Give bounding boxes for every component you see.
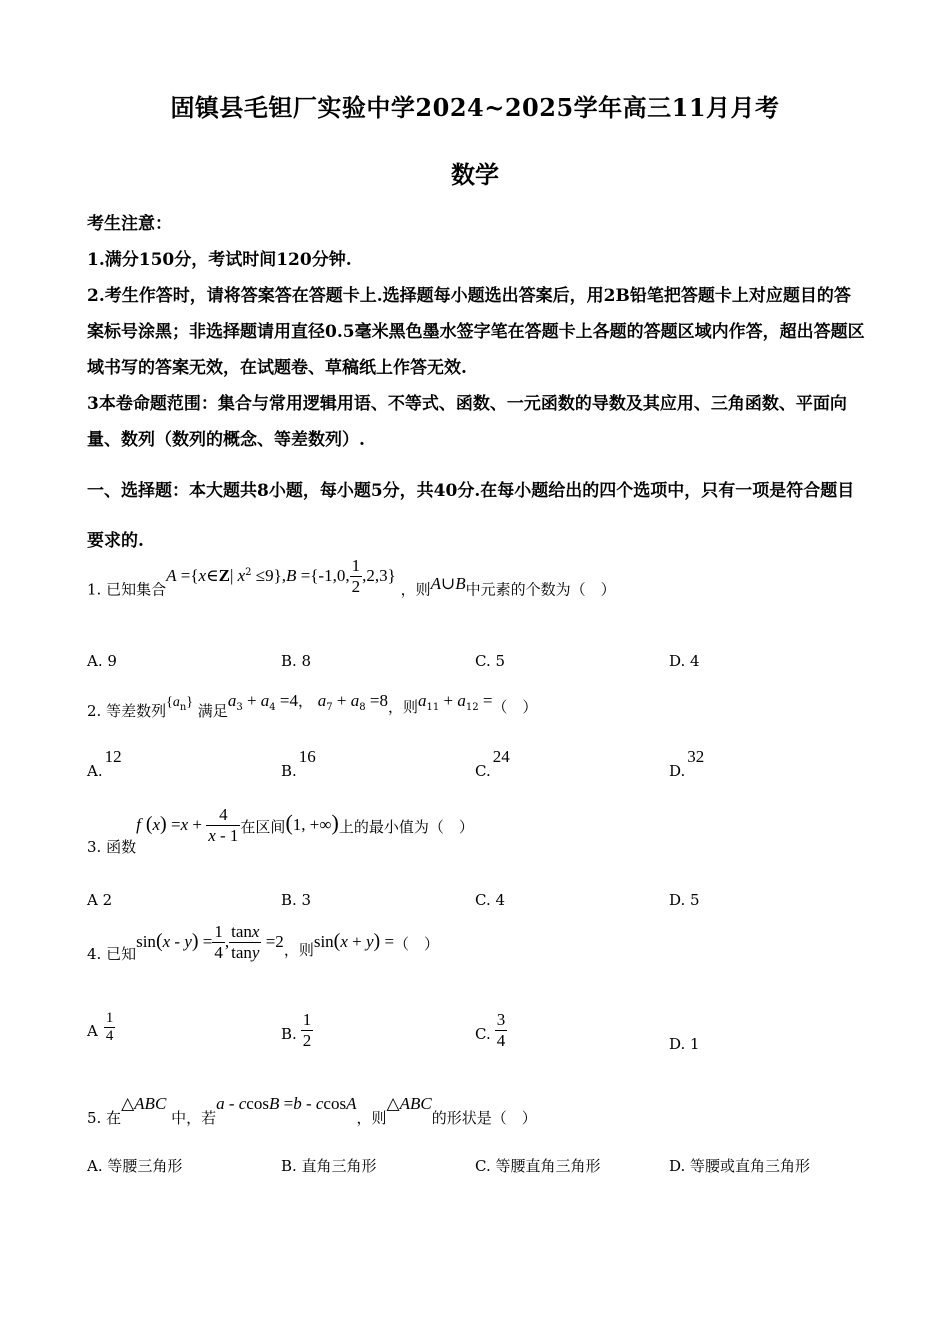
q2-cond1: $a_3 + a_4 =4$ — [227, 691, 298, 713]
q3-interval: (1, +∞) — [285, 809, 339, 835]
q2-seq: $\{a_n\}$ — [166, 695, 194, 713]
q4-option-c[interactable] — [475, 1010, 507, 1051]
q2-option-d-letter: D. — [669, 762, 686, 780]
q5-mid2: ，则 — [356, 1109, 387, 1127]
q4-option-b[interactable] — [281, 1010, 313, 1051]
q1-option-a[interactable]: A. 9 — [87, 652, 117, 670]
q2-option-b[interactable] — [281, 747, 316, 780]
q2-prefix: 2. 等差数列 — [87, 702, 167, 720]
q5-prefix: 5. 在 — [87, 1109, 122, 1127]
q4-mid: ，则 — [283, 940, 314, 959]
q4-option-b-num: 1 — [302, 1010, 312, 1029]
q1-set-formula: A ={x∈Z| $x^2 \le 9\},B =\{-1,0$, $\frac{1}{2}$ ,2,3} — [166, 556, 396, 596]
q3-prefix: 3. 函数 — [87, 837, 137, 856]
q2-option-a-letter: A. — [87, 762, 103, 780]
q4-target: sin(x + y) = — [313, 929, 395, 952]
q4-option-a-den: 4 — [105, 1028, 114, 1044]
q2-option-c-value: 24 — [492, 747, 510, 766]
question-2 — [87, 690, 538, 720]
q5-triangle-1: △ABC — [121, 1094, 167, 1113]
q4-condition: sin(x - y) = $\frac{1}{4}$ , $\frac{\tan x}{\tan y}$ =2 — [136, 922, 284, 962]
q3-mid: 在区间 — [240, 817, 286, 836]
q2-option-a[interactable] — [87, 747, 122, 780]
question-1 — [87, 556, 616, 611]
q5-condition: a - ccosB =b - ccosA — [216, 1094, 357, 1113]
notice-block — [87, 206, 867, 458]
q2-mid2: ， — [298, 692, 314, 710]
q1-mid: ，则 — [400, 580, 431, 599]
notice-item-3: 3本卷命题范围：集合与常用逻辑用语、不等式、函数、一元函数的导数及其应用、三角函数、平面向量、数列（数列的概念、等差数列）. — [87, 394, 847, 450]
q2-cond2: $a_7 + a_8 =8$ — [317, 691, 388, 713]
q2-option-d-value: 32 — [687, 747, 705, 766]
q4-option-a[interactable] — [87, 1010, 115, 1045]
q4-option-b-den: 2 — [302, 1031, 312, 1050]
question-5 — [87, 1093, 537, 1127]
q2-mid3: ，则 — [387, 698, 418, 716]
q5-mid1: 中，若 — [171, 1109, 217, 1127]
q4-option-c-letter: C. — [475, 1024, 491, 1043]
q4-option-b-letter: B. — [281, 1024, 297, 1043]
section-heading: 一、选择题：本大题共8小题，每小题5分，共40分.在每小题给出的四个选项中，只有一项是符合题目要求的. — [87, 481, 855, 551]
q4-option-c-num: 3 — [496, 1010, 506, 1029]
q3-option-b[interactable]: B. 3 — [281, 891, 312, 909]
q4-option-a-frac — [104, 1010, 116, 1045]
q4-prefix: 4. 已知 — [87, 944, 137, 963]
q4-option-c-frac — [495, 1010, 508, 1051]
q4-option-a-num: 1 — [105, 1010, 114, 1026]
q5-suffix: 的形状是（ ） — [431, 1109, 537, 1127]
q5-option-a[interactable]: A. 等腰三角形 — [87, 1157, 183, 1175]
q5-option-d[interactable]: D. 等腰或直角三角形 — [669, 1157, 811, 1175]
notice-heading: 考生注意： — [87, 214, 172, 234]
q5-option-b[interactable]: B. 直角三角形 — [281, 1157, 377, 1175]
subject-title: 数学 — [451, 160, 499, 189]
q3-suffix: 上的最小值为（ ） — [338, 817, 474, 836]
q1-union: A∪B — [430, 573, 466, 593]
question-4 — [87, 922, 439, 963]
q5-triangle-2: △ABC — [386, 1094, 432, 1113]
q1-option-c[interactable]: C. 5 — [475, 652, 506, 670]
q2-option-c-letter: C. — [475, 762, 491, 780]
q3-option-d[interactable]: D. 5 — [669, 891, 700, 909]
q4-option-d[interactable]: D. 1 — [669, 1035, 700, 1053]
q2-option-a-value: 12 — [104, 747, 122, 766]
q2-option-b-letter: B. — [281, 762, 297, 780]
q1-suffix: 中元素的个数为（ ） — [465, 580, 616, 599]
exam-title: 固镇县毛钽厂实验中学2024~2025学年高三11月月考 — [170, 93, 780, 122]
q2-option-c[interactable] — [475, 747, 510, 780]
q2-option-d[interactable] — [669, 747, 705, 780]
q2-target: $a_{11} + a_{12}$ = — [418, 691, 493, 713]
notice-item-1: 1.满分150分，考试时间120分钟. — [87, 250, 352, 270]
q2-suffix: （ ） — [492, 698, 538, 716]
q1-prefix: 1. 已知集合 — [87, 580, 167, 599]
q4-suffix: （ ） — [394, 934, 440, 953]
q4-option-c-den: 4 — [496, 1031, 506, 1050]
q2-option-b-value: 16 — [298, 747, 316, 766]
question-3 — [87, 805, 474, 856]
q5-option-c[interactable]: C. 等腰直角三角形 — [475, 1157, 601, 1175]
q3-option-c[interactable]: C. 4 — [475, 891, 506, 909]
notice-item-2: 2.考生作答时，请将答案答在答题卡上.选择题每小题选出答案后，用2B铅笔把答题卡上对应题目的答案标号涂黑；非选择题请用直径0.5毫米黑色墨水签字笔在答题卡上各题的答题区域内作答，超出答题区域书写的答案无效，在试题卷、草稿纸上作答无效. — [87, 286, 865, 378]
q4-option-b-frac — [301, 1010, 314, 1051]
q3-function: f (x) =x + $\frac{4}{x - 1}$ — [136, 805, 239, 845]
q1-option-b[interactable]: B. 8 — [281, 652, 312, 670]
q2-mid1: 满足 — [197, 702, 228, 720]
q3-option-a[interactable]: A 2 — [87, 891, 113, 909]
q1-option-d[interactable]: D. 4 — [669, 652, 700, 670]
q4-option-a-letter: A — [87, 1021, 98, 1040]
